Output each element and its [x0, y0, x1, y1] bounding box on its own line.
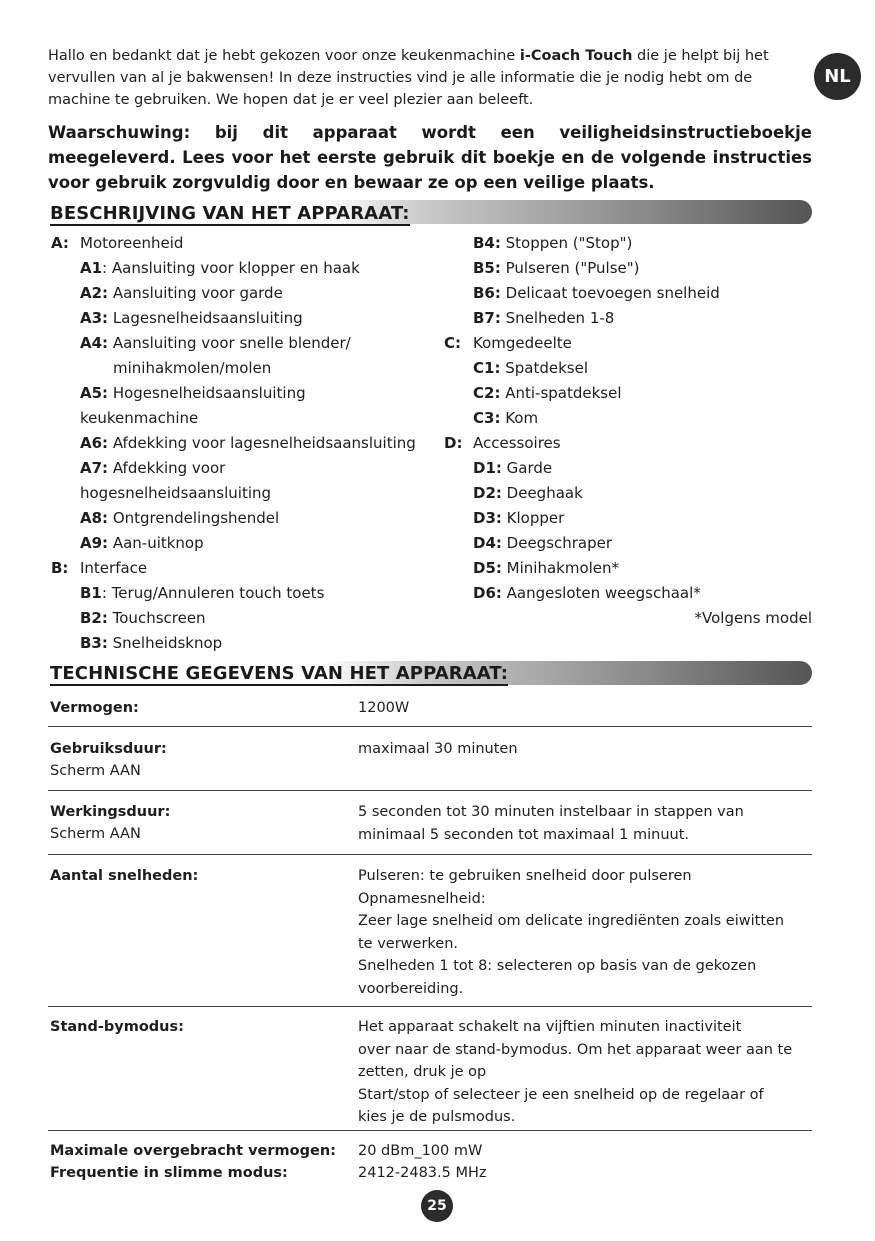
item-text: Touchscreen	[107, 609, 206, 627]
item-text: Accessoires	[473, 434, 561, 452]
item-code: B3:	[80, 634, 108, 652]
description-item	[51, 558, 147, 578]
row-divider	[48, 790, 812, 791]
section-heading-technical: TECHNISCHE GEGEVENS VAN HET APPARAAT:	[50, 663, 509, 684]
item-text: Spatdeksel	[500, 359, 588, 377]
spec-label-title: Stand-bymodus:	[50, 1019, 184, 1035]
spec-value-line: te verwerken.	[358, 935, 459, 952]
spec-value	[358, 1140, 813, 1163]
description-item	[80, 483, 271, 503]
spec-label	[50, 1016, 184, 1038]
item-text: Aangesloten weegschaal*	[501, 584, 701, 602]
item-text: Ontgrendelingshendel	[108, 509, 280, 527]
item-text: Deeghaak	[501, 484, 583, 502]
description-item	[113, 358, 271, 378]
spec-value-line: Het apparaat schakelt na vijftien minuten inactiviteit	[358, 1019, 742, 1035]
item-code: D1:	[473, 459, 502, 477]
spec-value-line: over naar de stand-bymodus. Om het apparaat weer aan te	[358, 1041, 793, 1058]
item-text: Anti-spatdeksel	[500, 384, 622, 402]
spec-label	[50, 1140, 336, 1162]
item-code: C3:	[473, 409, 501, 427]
item-code: B:	[51, 559, 69, 577]
section-heading-description: BESCHRIJVING VAN HET APPARAAT:	[50, 203, 410, 224]
row-divider	[48, 1006, 812, 1007]
item-code: C1:	[473, 359, 501, 377]
description-item	[473, 258, 640, 278]
description-item	[80, 433, 416, 453]
description-item	[80, 283, 283, 303]
spec-label	[50, 865, 198, 887]
page-number: 25	[421, 1190, 453, 1222]
item-code: C2:	[473, 384, 501, 402]
description-item	[80, 583, 324, 603]
spec-sublabel: Scherm AAN	[50, 826, 141, 842]
item-text: Minihakmolen*	[501, 559, 620, 577]
item-code: A8:	[80, 509, 109, 527]
spec-label-title: Gebruiksduur:	[50, 741, 167, 757]
description-item	[473, 358, 588, 378]
item-text: minihakmolen/molen	[113, 359, 272, 377]
spec-value-line: Snelheden 1 tot 8: selecteren op basis van de gekozen	[358, 958, 757, 974]
spec-label-title: Maximale overgebracht vermogen:	[50, 1143, 336, 1159]
item-text: Interface	[80, 559, 148, 577]
description-item	[80, 533, 204, 553]
description-item	[473, 508, 564, 528]
item-text: Deegschraper	[501, 534, 613, 552]
item-text: Afdekking voor lagesnelheidsaansluiting	[108, 434, 416, 452]
item-text: Aansluiting voor garde	[108, 284, 283, 302]
description-item	[473, 558, 619, 578]
spec-label	[50, 697, 139, 719]
item-code: D4:	[473, 534, 502, 552]
description-item	[473, 233, 632, 253]
item-text: keukenmachine	[80, 409, 199, 427]
item-code: A7:	[80, 459, 109, 477]
item-text: Klopper	[501, 509, 565, 527]
description-item	[80, 508, 279, 528]
item-text: : Aansluiting voor klopper en haak	[102, 259, 360, 277]
item-text: Hogesnelheidsaansluiting	[108, 384, 306, 402]
description-item	[80, 408, 198, 428]
description-item	[444, 333, 572, 353]
item-text: Aansluiting voor snelle blender/	[108, 334, 351, 352]
spec-value-line: zetten, druk je op	[358, 1064, 487, 1080]
item-code: A4:	[80, 334, 109, 352]
item-text: Garde	[501, 459, 553, 477]
spec-value	[358, 801, 813, 846]
spec-value-line: voorbereiding.	[358, 980, 464, 997]
item-text: Pulseren ("Pulse")	[500, 259, 640, 277]
spec-value-line: Start/stop of selecteer je een snelheid op de regelaar of	[358, 1086, 764, 1103]
spec-label-title: Frequentie in slimme modus:	[50, 1165, 288, 1181]
spec-label-title: Werkingsduur:	[50, 804, 171, 820]
spec-label-title: Aantal snelheden:	[50, 868, 199, 884]
item-text: Kom	[500, 409, 539, 427]
item-text: Motoreenheid	[80, 234, 184, 252]
spec-value	[358, 697, 813, 720]
spec-value-line: maximaal 30 minuten	[358, 741, 518, 757]
item-code: D3:	[473, 509, 502, 527]
model-footnote: *Volgens model	[694, 609, 812, 627]
item-text: Lagesnelheidsaansluiting	[108, 309, 303, 327]
description-item	[80, 383, 306, 403]
spec-value-line: kies je de pulsmodus.	[358, 1109, 516, 1125]
spec-label	[50, 1162, 288, 1184]
item-code: B1	[80, 584, 102, 602]
row-divider	[48, 854, 812, 855]
spec-value	[358, 1016, 813, 1129]
item-code: D6:	[473, 584, 502, 602]
item-text: Delicaat toevoegen snelheid	[500, 284, 720, 302]
row-divider	[48, 726, 812, 727]
spec-value-line: Pulseren: te gebruiken snelheid door pulseren	[358, 868, 692, 884]
spec-value	[358, 1162, 813, 1185]
description-item	[80, 308, 303, 328]
description-item	[80, 258, 360, 278]
description-item	[80, 333, 351, 353]
product-name: i-Coach Touch	[519, 48, 633, 64]
safety-warning: Waarschuwing: bij dit apparaat wordt een veiligheidsinstructieboekje meegeleverd. Lees voor het eerste gebruik dit boekje en de volgende instructies voor gebruik zorgvuldig door en bewaar ze op een veilige plaats.	[48, 123, 812, 192]
item-code: D:	[444, 434, 463, 452]
spec-value-line: 1200W	[358, 700, 410, 716]
item-code: A1	[80, 259, 103, 277]
language-badge: NL	[814, 53, 861, 100]
description-item	[473, 458, 552, 478]
description-item	[51, 233, 183, 253]
description-item	[80, 633, 222, 653]
spec-label	[50, 738, 167, 782]
intro-paragraph: Hallo en bedankt dat je hebt gekozen voor onze keukenmachine i-Coach Touch die je helpt bij het vervullen van al je bakwensen! In deze instructies vind je alle informatie die je nodig hebt om de machine te gebruiken. We hopen dat je er veel plezier aan beleeft.	[48, 48, 769, 108]
description-item	[473, 483, 583, 503]
item-text: Stoppen ("Stop")	[500, 234, 633, 252]
row-divider	[48, 1130, 812, 1131]
item-text: Komgedeelte	[473, 334, 572, 352]
item-text: : Terug/Annuleren touch toets	[101, 584, 325, 602]
item-text: Aan-uitknop	[108, 534, 204, 552]
spec-value-line: 2412-2483.5 MHz	[358, 1165, 487, 1181]
spec-label-title: Vermogen:	[50, 700, 139, 716]
spec-value-line: Zeer lage snelheid om delicate ingrediënten zoals eiwitten	[358, 913, 785, 929]
item-code: B7:	[473, 309, 501, 327]
description-item	[473, 533, 612, 553]
description-item	[473, 383, 622, 403]
description-item	[80, 608, 206, 628]
description-item	[80, 458, 225, 478]
item-code: B6:	[473, 284, 501, 302]
description-item	[473, 583, 701, 603]
item-code: B4:	[473, 234, 501, 252]
spec-value	[358, 738, 813, 761]
item-text: Snelheidsknop	[107, 634, 223, 652]
spec-sublabel: Scherm AAN	[50, 763, 141, 779]
spec-value-line: minimaal 5 seconden tot maximaal 1 minuut.	[358, 826, 690, 843]
item-code: A9:	[80, 534, 109, 552]
item-code: B2:	[80, 609, 108, 627]
item-code: D5:	[473, 559, 502, 577]
item-code: B5:	[473, 259, 501, 277]
description-item	[444, 433, 561, 453]
item-code: C:	[444, 334, 462, 352]
item-code: A2:	[80, 284, 109, 302]
spec-value	[358, 865, 813, 1000]
spec-value-line: 20 dBm_100 mW	[358, 1143, 483, 1159]
item-text: Afdekking voor	[108, 459, 226, 477]
item-code: A:	[51, 234, 69, 252]
item-code: A6:	[80, 434, 109, 452]
description-item	[473, 408, 538, 428]
spec-value-line: Opnamesnelheid:	[358, 890, 486, 907]
item-text: Snelheden 1-8	[500, 309, 615, 327]
spec-value-line: 5 seconden tot 30 minuten instelbaar in stappen van	[358, 804, 744, 820]
item-code: A3:	[80, 309, 109, 327]
description-item	[473, 308, 614, 328]
spec-label	[50, 801, 170, 845]
item-text: hogesnelheidsaansluiting	[80, 484, 272, 502]
item-code: A5:	[80, 384, 109, 402]
item-code: D2:	[473, 484, 502, 502]
description-item	[473, 283, 720, 303]
